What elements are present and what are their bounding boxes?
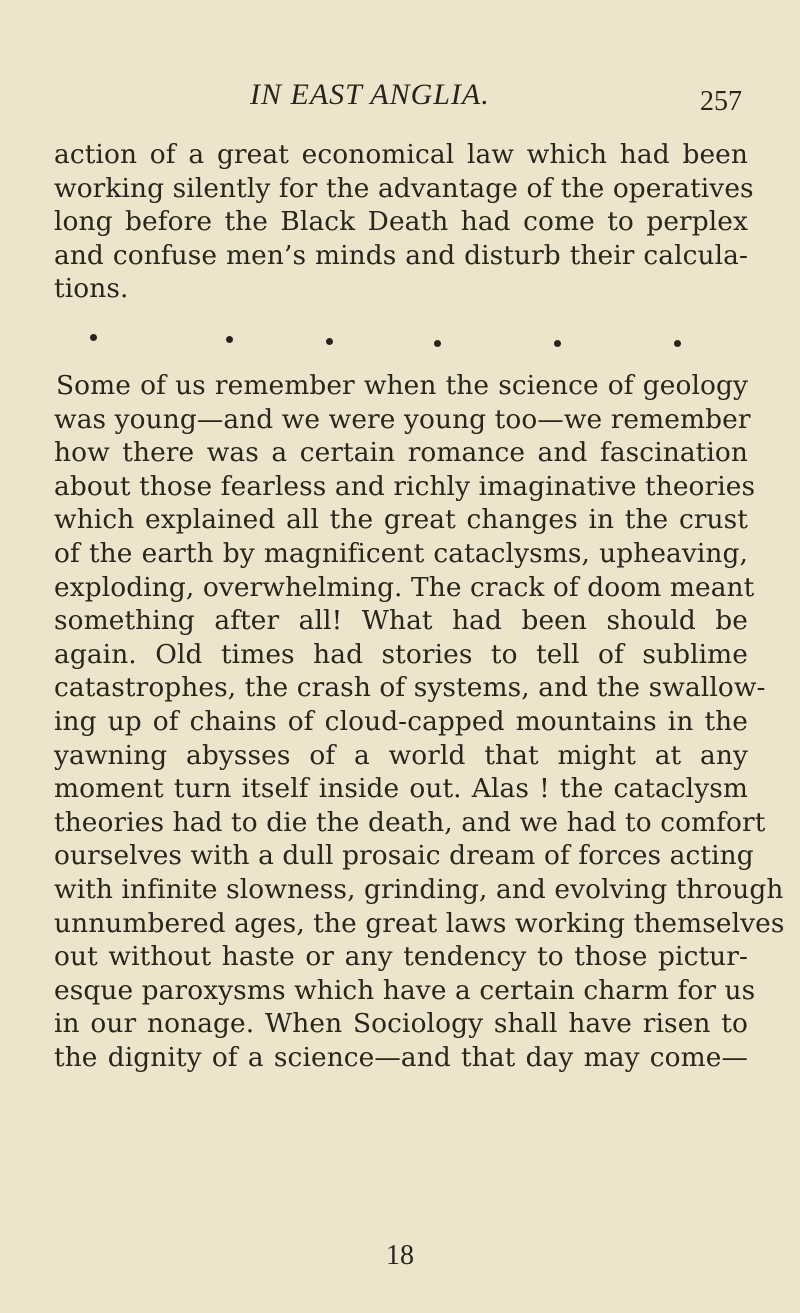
text-line: of the earth by magnificent cataclysms, upheaving, (54, 537, 748, 569)
paragraph-1 (54, 138, 754, 306)
text-line: exploding, overwhelming. The crack of doom meant (54, 571, 755, 603)
text-line: about those fearless and richly imaginative theories (54, 470, 756, 502)
signature-mark: 18 (386, 1240, 414, 1271)
text-line: ourselves with a dull prosaic dream of forces acting (54, 840, 754, 872)
text-line: working silently for the advantage of the operatives (54, 172, 754, 204)
section-break-dots (88, 330, 678, 350)
text-line: how there was a certain romance and fascination (54, 437, 748, 469)
text-line: theories had to die the death, and we had to comfort (54, 806, 766, 838)
text-line: was young—and we were young too—we remember (54, 403, 751, 435)
text-line: in our nonage. When Sociology shall have risen to (54, 1008, 748, 1040)
text-line: ing up of chains of cloud-capped mountains in the (54, 705, 748, 737)
dot-ornament (674, 340, 681, 347)
dot-ornament (554, 340, 561, 347)
text-line: tions. (54, 273, 129, 305)
dot-ornament (90, 334, 97, 341)
running-head: IN EAST ANGLIA. (250, 78, 490, 111)
text-line: which explained all the great changes in the crust (54, 504, 748, 536)
paragraph-2 (54, 369, 785, 1074)
dot-ornament (434, 340, 441, 347)
text-line: again. Old times had stories to tell of sublime (54, 638, 748, 670)
text-line: out without haste or any tendency to those pictur- (54, 941, 748, 973)
text-line: yawning abysses of a world that might at any (54, 739, 748, 771)
text-line: Some of us remember when the science of geology (56, 370, 748, 401)
text-line: catastrophes, the crash of systems, and the swallow- (54, 672, 766, 704)
text-line: long before the Black Death had come to perplex (54, 206, 748, 238)
text-line: with infinite slowness, grinding, and evolving through (54, 873, 784, 905)
dot-ornament (226, 336, 233, 343)
text-line: esque paroxysms which have a certain charm for us (54, 974, 756, 1006)
dot-ornament (326, 338, 333, 345)
text-line: the dignity of a science—and that day may come— (54, 1041, 748, 1073)
text-line: and confuse men’s minds and disturb their calcula- (54, 239, 748, 271)
page-number: 257 (700, 86, 742, 117)
text-line: unnumbered ages, the great laws working themselves (54, 907, 785, 939)
text-line: something after all! What had been should be (54, 605, 748, 637)
text-line: action of a great economical law which had been (54, 139, 748, 170)
text-line: moment turn itself inside out. Alas ! the cataclysm (54, 773, 748, 805)
